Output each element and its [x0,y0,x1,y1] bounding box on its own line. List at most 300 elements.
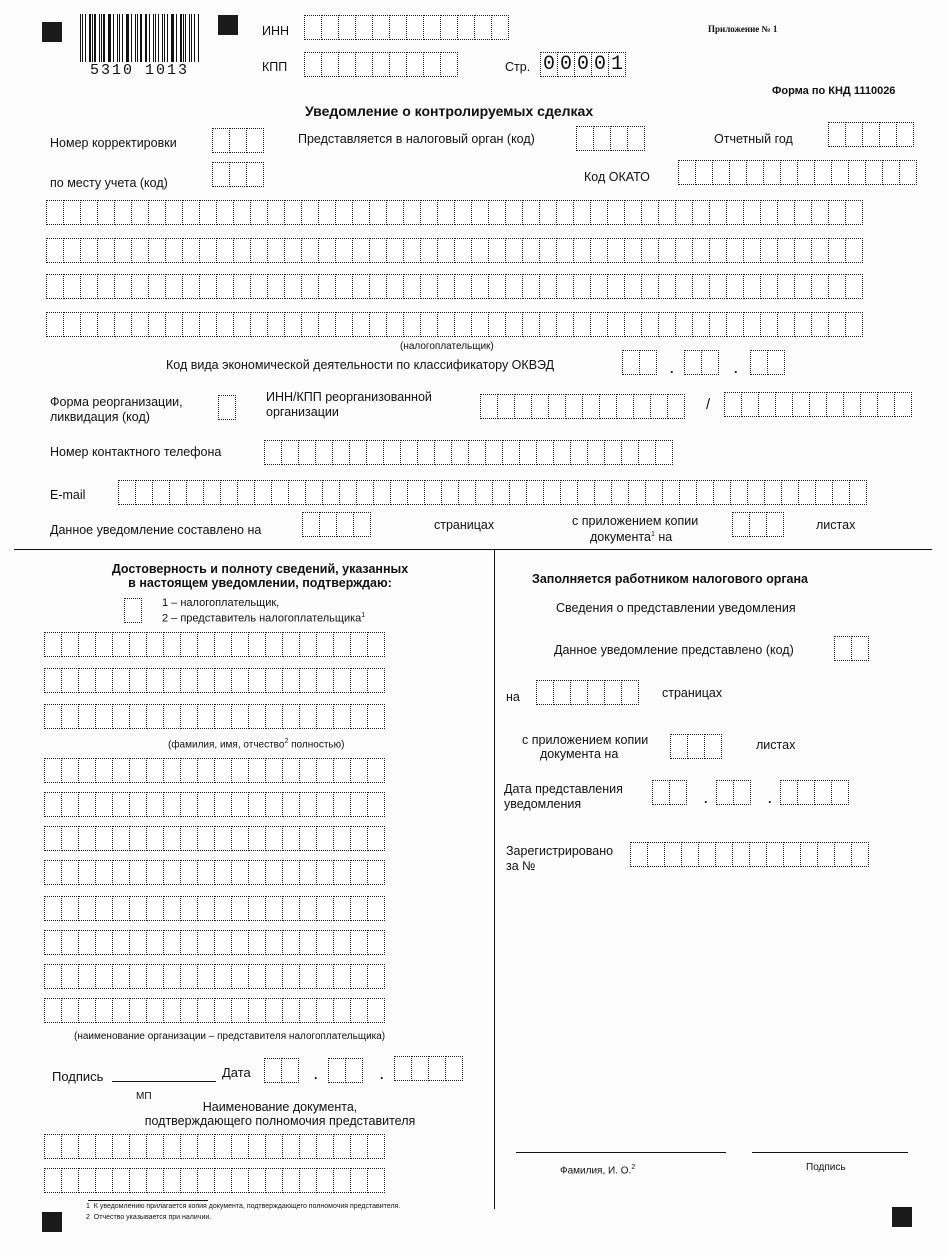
doc-row-2[interactable] [44,1168,384,1193]
input-cell[interactable] [733,780,751,805]
input-cell[interactable] [536,680,554,705]
input-cell[interactable] [333,860,351,885]
input-cell[interactable] [894,392,912,417]
input-cell[interactable] [318,274,336,299]
input-cell[interactable] [781,480,799,505]
input-cell[interactable] [560,480,578,505]
input-cell[interactable] [197,668,215,693]
input-cell[interactable] [639,350,657,375]
input-cell[interactable] [282,792,300,817]
input-cell[interactable] [95,998,113,1023]
input-cell[interactable] [231,792,249,817]
input-cell[interactable] [267,274,285,299]
input-cell[interactable] [246,162,264,187]
input-cell[interactable] [180,704,198,729]
input-cell[interactable] [282,826,300,851]
input-cell[interactable] [114,312,132,337]
input-cell[interactable] [350,964,368,989]
input-cell[interactable] [216,274,234,299]
input-cell[interactable] [316,964,334,989]
signature-line[interactable] [112,1081,216,1082]
input-cell[interactable] [743,238,761,263]
input-cell[interactable] [604,680,622,705]
input-cell[interactable] [316,668,334,693]
input-cell[interactable] [658,238,676,263]
input-cell[interactable] [678,160,696,185]
input-cell[interactable] [146,896,164,921]
input-cell[interactable] [624,274,642,299]
input-cell[interactable] [78,632,96,657]
input-cell[interactable] [333,964,351,989]
input-cell[interactable] [61,1168,79,1193]
input-cell[interactable] [417,440,435,465]
input-cell[interactable] [715,842,733,867]
input-cell[interactable] [356,480,374,505]
input-cell[interactable] [879,122,897,147]
input-cell[interactable] [809,392,827,417]
input-cell[interactable] [78,896,96,921]
input-cell[interactable] [265,998,283,1023]
input-cell[interactable] [485,440,503,465]
input-cell[interactable] [61,1134,79,1159]
input-cell[interactable] [61,758,79,783]
input-cell[interactable] [556,238,574,263]
input-cell[interactable] [135,480,153,505]
input-cell[interactable] [233,274,251,299]
input-cell[interactable] [78,704,96,729]
input-cell[interactable] [321,52,339,77]
input-cell[interactable] [333,668,351,693]
input-cell[interactable] [743,200,761,225]
input-cell[interactable] [621,680,639,705]
input-cell[interactable] [519,440,537,465]
input-cell[interactable] [834,842,852,867]
input-cell[interactable] [732,842,750,867]
input-cell[interactable] [319,512,337,537]
input-cell[interactable] [44,896,62,921]
input-cell[interactable] [764,480,782,505]
input-cell[interactable] [203,480,221,505]
input-cell[interactable] [741,392,759,417]
input-cell[interactable] [95,1168,113,1193]
input-cell[interactable] [146,826,164,851]
input-cell[interactable] [182,238,200,263]
input-cell[interactable] [355,52,373,77]
input-cell[interactable] [333,792,351,817]
input-cell[interactable] [114,200,132,225]
input-cell[interactable] [304,15,322,40]
input-cell[interactable] [553,680,571,705]
input-cell[interactable] [216,200,234,225]
input-cell[interactable] [231,930,249,955]
input-cell[interactable] [214,964,232,989]
input-cell[interactable] [265,1168,283,1193]
input-cell[interactable] [333,758,351,783]
reorg-kpp-cells[interactable] [724,392,911,417]
input-cell[interactable] [471,274,489,299]
input-cell[interactable] [845,274,863,299]
input-cell[interactable] [777,312,795,337]
right-sheets-cells[interactable] [670,734,721,759]
input-cell[interactable] [63,274,81,299]
input-cell[interactable] [420,200,438,225]
input-cell[interactable] [687,734,705,759]
input-cell[interactable] [729,160,747,185]
input-cell[interactable] [118,480,136,505]
input-cell[interactable] [607,274,625,299]
input-cell[interactable] [350,998,368,1023]
input-cell[interactable] [199,238,217,263]
input-cell[interactable] [302,512,320,537]
input-cell[interactable] [335,274,353,299]
input-cell[interactable] [301,312,319,337]
input-cell[interactable] [282,896,300,921]
input-cell[interactable] [611,480,629,505]
input-cell[interactable] [315,440,333,465]
input-cell[interactable] [129,860,147,885]
input-cell[interactable] [199,312,217,337]
input-cell[interactable] [783,842,801,867]
input-cell[interactable] [216,312,234,337]
input-cell[interactable] [78,826,96,851]
input-cell[interactable] [44,792,62,817]
input-cell[interactable] [647,842,665,867]
input-cell[interactable] [335,200,353,225]
input-cell[interactable] [148,200,166,225]
input-cell[interactable] [590,238,608,263]
input-cell[interactable] [645,480,663,505]
input-cell[interactable] [129,1168,147,1193]
input-cell[interactable] [355,15,373,40]
input-cell[interactable] [265,792,283,817]
input-cell[interactable] [282,1168,300,1193]
input-cell[interactable] [420,312,438,337]
input-cell[interactable] [332,440,350,465]
input-cell[interactable] [488,274,506,299]
input-cell[interactable] [712,160,730,185]
input-cell[interactable] [214,792,232,817]
input-cell[interactable] [129,826,147,851]
fio-row-2[interactable] [44,668,384,693]
input-cell[interactable] [367,1168,385,1193]
right-date-year[interactable] [780,780,848,805]
input-cell[interactable] [333,632,351,657]
input-cell[interactable] [61,668,79,693]
input-cell[interactable] [305,480,323,505]
input-cell[interactable] [299,704,317,729]
input-cell[interactable] [180,896,198,921]
input-cell[interactable] [61,704,79,729]
input-cell[interactable] [214,860,232,885]
input-cell[interactable] [675,312,693,337]
input-cell[interactable] [386,200,404,225]
input-cell[interactable] [129,792,147,817]
input-cell[interactable] [299,668,317,693]
input-cell[interactable] [862,122,880,147]
input-cell[interactable] [851,636,869,661]
input-cell[interactable] [701,350,719,375]
input-cell[interactable] [231,826,249,851]
input-cell[interactable] [112,668,130,693]
org-row-7[interactable] [44,964,384,989]
input-cell[interactable] [539,274,557,299]
input-cell[interactable] [146,792,164,817]
input-cell[interactable] [318,238,336,263]
input-cell[interactable] [576,126,594,151]
input-cell[interactable] [475,480,493,505]
input-cell[interactable] [146,704,164,729]
input-cell[interactable] [180,792,198,817]
input-cell[interactable] [180,860,198,885]
input-cell[interactable] [248,632,266,657]
input-cell[interactable] [386,238,404,263]
input-cell[interactable] [367,998,385,1023]
input-cell[interactable] [828,274,846,299]
input-cell[interactable] [80,200,98,225]
input-cell[interactable] [522,312,540,337]
input-cell[interactable] [353,512,371,537]
input-cell[interactable] [845,238,863,263]
input-cell[interactable] [383,440,401,465]
input-cell[interactable] [831,780,849,805]
input-cell[interactable] [197,930,215,955]
input-cell[interactable] [264,440,282,465]
page-number-digit[interactable]: 0 [540,52,558,77]
input-cell[interactable] [248,1168,266,1193]
input-cell[interactable] [112,1168,130,1193]
input-cell[interactable] [749,512,767,537]
input-cell[interactable] [828,200,846,225]
input-cell[interactable] [78,860,96,885]
input-cell[interactable] [282,998,300,1023]
input-cell[interactable] [367,860,385,885]
input-cell[interactable] [304,52,322,77]
input-cell[interactable] [165,238,183,263]
input-cell[interactable] [423,15,441,40]
input-cell[interactable] [454,200,472,225]
input-cell[interactable] [97,200,115,225]
input-cell[interactable] [248,758,266,783]
input-cell[interactable] [180,998,198,1023]
input-cell[interactable] [471,200,489,225]
input-cell[interactable] [152,480,170,505]
input-cell[interactable] [299,792,317,817]
input-cell[interactable] [163,792,181,817]
input-cell[interactable] [577,480,595,505]
input-cell[interactable] [350,632,368,657]
input-cell[interactable] [44,1134,62,1159]
input-cell[interactable] [112,826,130,851]
input-cell[interactable] [180,668,198,693]
input-cell[interactable] [843,392,861,417]
input-cell[interactable] [389,52,407,77]
input-cell[interactable] [669,780,687,805]
input-cell[interactable] [553,440,571,465]
input-cell[interactable] [622,350,640,375]
input-cell[interactable] [695,160,713,185]
input-cell[interactable] [777,200,795,225]
input-cell[interactable] [299,860,317,885]
input-cell[interactable] [536,440,554,465]
input-cell[interactable] [131,312,149,337]
input-cell[interactable] [163,632,181,657]
input-cell[interactable] [339,480,357,505]
input-cell[interactable] [129,704,147,729]
page-number-digit[interactable]: 1 [608,52,626,77]
input-cell[interactable] [505,274,523,299]
input-cell[interactable] [794,274,812,299]
input-cell[interactable] [667,394,685,419]
input-cell[interactable] [248,704,266,729]
input-cell[interactable] [61,998,79,1023]
input-cell[interactable] [248,964,266,989]
input-cell[interactable] [229,128,247,153]
input-cell[interactable] [491,15,509,40]
input-cell[interactable] [197,998,215,1023]
input-cell[interactable] [97,238,115,263]
input-cell[interactable] [129,668,147,693]
input-cell[interactable] [468,440,486,465]
input-cell[interactable] [265,826,283,851]
input-cell[interactable] [214,998,232,1023]
pages-cells[interactable] [302,512,370,537]
input-cell[interactable] [214,826,232,851]
input-cell[interactable] [675,200,693,225]
input-cell[interactable] [474,15,492,40]
input-cell[interactable] [44,826,62,851]
input-cell[interactable] [539,200,557,225]
input-cell[interactable] [61,826,79,851]
input-cell[interactable] [63,312,81,337]
input-cell[interactable] [316,1168,334,1193]
input-cell[interactable] [766,842,784,867]
input-cell[interactable] [248,896,266,921]
input-cell[interactable] [61,632,79,657]
input-cell[interactable] [237,480,255,505]
input-cell[interactable] [333,1134,351,1159]
input-cell[interactable] [95,860,113,885]
doc-row-1[interactable] [44,1134,384,1159]
input-cell[interactable] [233,238,251,263]
fio-line[interactable] [516,1152,726,1153]
input-cell[interactable] [726,238,744,263]
input-cell[interactable] [624,200,642,225]
input-cell[interactable] [233,200,251,225]
input-cell[interactable] [131,200,149,225]
input-cell[interactable] [248,792,266,817]
input-cell[interactable] [352,200,370,225]
input-cell[interactable] [333,896,351,921]
input-cell[interactable] [794,200,812,225]
input-cell[interactable] [434,440,452,465]
input-cell[interactable] [146,964,164,989]
input-cell[interactable] [777,238,795,263]
input-cell[interactable] [46,238,64,263]
page-number-digit[interactable]: 0 [574,52,592,77]
input-cell[interactable] [80,238,98,263]
input-cell[interactable] [797,780,815,805]
input-cell[interactable] [704,734,722,759]
input-cell[interactable] [760,200,778,225]
input-cell[interactable] [163,896,181,921]
input-cell[interactable] [746,160,764,185]
input-cell[interactable] [587,680,605,705]
input-cell[interactable] [811,312,829,337]
input-cell[interactable] [281,1058,299,1083]
input-cell[interactable] [265,860,283,885]
input-cell[interactable] [726,274,744,299]
signer-type-cell[interactable] [124,598,141,623]
input-cell[interactable] [231,860,249,885]
input-cell[interactable] [229,162,247,187]
input-cell[interactable] [112,860,130,885]
input-cell[interactable] [214,1168,232,1193]
input-cell[interactable] [163,826,181,851]
input-cell[interactable] [299,1134,317,1159]
phone-cells[interactable] [264,440,672,465]
input-cell[interactable] [760,274,778,299]
taxpayer-name-row-1[interactable] [46,200,862,225]
input-cell[interactable] [80,274,98,299]
input-cell[interactable] [214,704,232,729]
input-cell[interactable] [638,440,656,465]
input-cell[interactable] [389,15,407,40]
input-cell[interactable] [658,274,676,299]
input-cell[interactable] [63,238,81,263]
input-cell[interactable] [129,896,147,921]
input-cell[interactable] [316,1134,334,1159]
input-cell[interactable] [766,512,784,537]
input-cell[interactable] [760,312,778,337]
input-cell[interactable] [231,1134,249,1159]
input-cell[interactable] [182,200,200,225]
input-cell[interactable] [44,704,62,729]
input-cell[interactable] [333,930,351,955]
input-cell[interactable] [582,394,600,419]
input-cell[interactable] [573,312,591,337]
input-cell[interactable] [655,440,673,465]
input-cell[interactable] [328,1058,346,1083]
input-cell[interactable] [197,826,215,851]
input-cell[interactable] [146,758,164,783]
input-cell[interactable] [197,860,215,885]
input-cell[interactable] [367,704,385,729]
input-cell[interactable] [367,930,385,955]
input-cell[interactable] [165,312,183,337]
input-cell[interactable] [390,480,408,505]
input-cell[interactable] [284,274,302,299]
input-cell[interactable] [97,274,115,299]
input-cell[interactable] [590,312,608,337]
right-pages-cells[interactable] [536,680,638,705]
input-cell[interactable] [675,238,693,263]
input-cell[interactable] [573,274,591,299]
input-cell[interactable] [407,480,425,505]
input-cell[interactable] [556,200,574,225]
input-cell[interactable] [248,1134,266,1159]
input-cell[interactable] [265,930,283,955]
input-cell[interactable] [743,274,761,299]
input-cell[interactable] [250,200,268,225]
input-cell[interactable] [369,200,387,225]
input-cell[interactable] [604,440,622,465]
input-cell[interactable] [698,842,716,867]
input-cell[interactable] [197,896,215,921]
input-cell[interactable] [214,1134,232,1159]
input-cell[interactable] [800,842,818,867]
input-cell[interactable] [146,668,164,693]
copy-sheets-cells[interactable] [732,512,783,537]
